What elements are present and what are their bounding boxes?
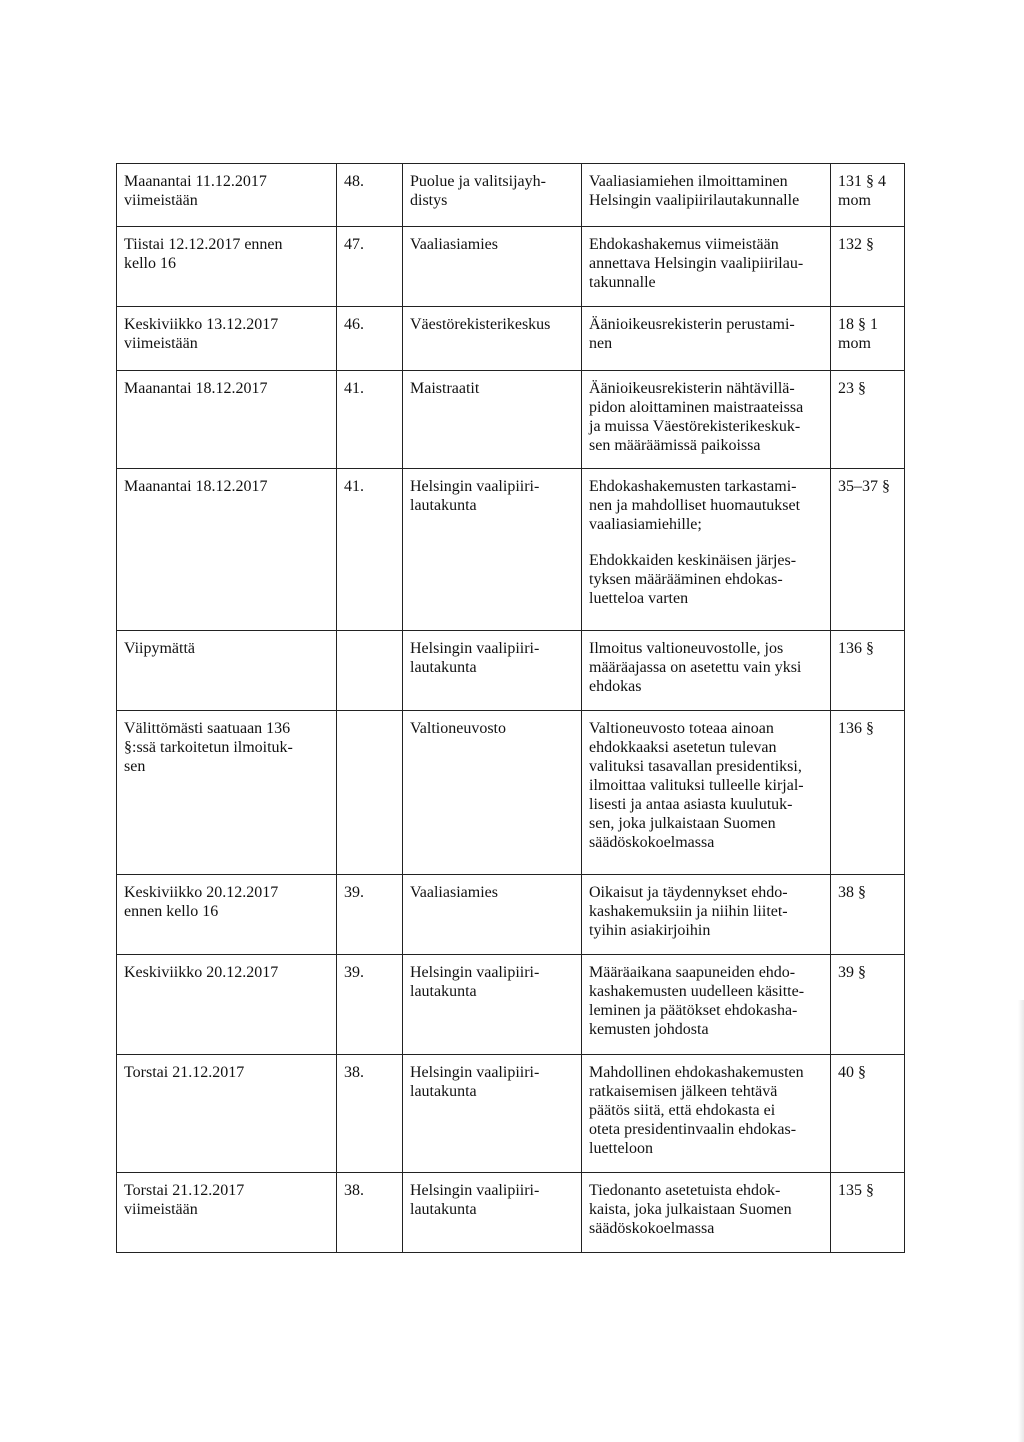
date-cell: Viipymättä: [117, 631, 337, 711]
actor-cell: Helsingin vaalipiiri- lautakunta: [403, 1055, 582, 1173]
table-row: [117, 955, 905, 1055]
task-cell: Valtioneuvosto toteaa ainoan ehdokkaaksi asetetun tulevan valituksi tasavallan presidentiksi, ilmoittaa valituksi tulleelle kirjal- lisesti ja antaa asiasta kuulutuk- sen, joka julkaistaan Suomen säädöskokoelmassa: [582, 711, 831, 875]
days-before-cell: 38.: [337, 1055, 403, 1173]
actor-cell: Puolue ja valitsijayh- distys: [403, 164, 582, 227]
date-cell: Keskiviikko 13.12.2017 viimeistään: [117, 307, 337, 371]
actor-cell: Helsingin vaalipiiri- lautakunta: [403, 955, 582, 1055]
law-section-cell: 136 §: [831, 631, 905, 711]
table-row: [117, 307, 905, 371]
law-section-cell: 39 §: [831, 955, 905, 1055]
date-cell: Maanantai 11.12.2017 viimeistään: [117, 164, 337, 227]
days-before-cell: [337, 711, 403, 875]
date-cell: Keskiviikko 20.12.2017 ennen kello 16: [117, 875, 337, 955]
date-cell: Tiistai 12.12.2017 ennen kello 16: [117, 227, 337, 307]
law-section-cell: 136 §: [831, 711, 905, 875]
days-before-cell: 47.: [337, 227, 403, 307]
actor-cell: Väestörekisterikeskus: [403, 307, 582, 371]
actor-cell-empty: [403, 551, 582, 631]
task-cell: Vaaliasiamiehen ilmoittaminen Helsingin vaalipiirilautakunnalle: [582, 164, 831, 227]
days-before-cell: 41.: [337, 371, 403, 469]
days-before-cell: 41.: [337, 469, 403, 551]
table-row: [117, 469, 905, 551]
actor-cell: Vaaliasiamies: [403, 227, 582, 307]
date-cell: Maanantai 18.12.2017: [117, 371, 337, 469]
actor-cell: Helsingin vaalipiiri- lautakunta: [403, 631, 582, 711]
task-cell: Tiedonanto asetetuista ehdok- kaista, joka julkaistaan Suomen säädöskokoelmassa: [582, 1173, 831, 1253]
table-row: [117, 875, 905, 955]
election-schedule-table: [116, 163, 905, 1253]
actor-cell: Vaaliasiamies: [403, 875, 582, 955]
task-cell: Äänioikeusrekisterin nähtävillä- pidon aloittaminen maistraateissa ja muissa Väestörekisterikeskuk- sen määräämissä paikoissa: [582, 371, 831, 469]
law-section-cell: 132 §: [831, 227, 905, 307]
table-row: [117, 227, 905, 307]
days-before-cell: 38.: [337, 1173, 403, 1253]
days-before-cell: 39.: [337, 955, 403, 1055]
date-cell: Maanantai 18.12.2017: [117, 469, 337, 551]
task-cell: Ehdokashakemus viimeistään annettava Helsingin vaalipiirilau- takunnalle: [582, 227, 831, 307]
law-section-cell: 23 §: [831, 371, 905, 469]
law-section-cell-empty: [831, 551, 905, 631]
date-cell: Torstai 21.12.2017 viimeistään: [117, 1173, 337, 1253]
scan-edge-shadow: [1018, 1000, 1024, 1442]
table-row: [117, 1173, 905, 1253]
task-cell: Ilmoitus valtioneuvostolle, jos määräajassa on asetettu vain yksi ehdokas: [582, 631, 831, 711]
date-cell-empty: [117, 551, 337, 631]
date-cell: Torstai 21.12.2017: [117, 1055, 337, 1173]
table-row-continuation: [117, 551, 905, 631]
law-section-cell: 18 § 1 mom: [831, 307, 905, 371]
actor-cell: Maistraatit: [403, 371, 582, 469]
days-before-cell: 46.: [337, 307, 403, 371]
law-section-cell: 38 §: [831, 875, 905, 955]
date-cell: Välittömästi saatuaan 136 §:ssä tarkoitetun ilmoituk- sen: [117, 711, 337, 875]
table-row: [117, 631, 905, 711]
task-cell: Mahdollinen ehdokashakemusten ratkaisemisen jälkeen tehtävä päätös siitä, että ehdokasta ei oteta presidentinvaalin ehdokas- luetteloon: [582, 1055, 831, 1173]
actor-cell: Helsingin vaalipiiri- lautakunta: [403, 469, 582, 551]
task-cell: Ehdokashakemusten tarkastami- nen ja mahdolliset huomautukset vaaliasiamiehille;: [582, 469, 831, 551]
law-section-cell: 40 §: [831, 1055, 905, 1173]
actor-cell: Helsingin vaalipiiri- lautakunta: [403, 1173, 582, 1253]
actor-cell: Valtioneuvosto: [403, 711, 582, 875]
law-section-cell: 35–37 §: [831, 469, 905, 551]
days-before-cell: 48.: [337, 164, 403, 227]
table-row: [117, 711, 905, 875]
days-before-cell: 39.: [337, 875, 403, 955]
table-row: [117, 371, 905, 469]
law-section-cell: 135 §: [831, 1173, 905, 1253]
law-section-cell: 131 § 4 mom: [831, 164, 905, 227]
task-cell: Oikaisut ja täydennykset ehdo- kashakemuksiin ja niihin liitet- tyihin asiakirjoihin: [582, 875, 831, 955]
task-cell: Ehdokkaiden keskinäisen järjes- tyksen määrääminen ehdokas- luetteloa varten: [582, 551, 831, 631]
table-row: [117, 164, 905, 227]
task-cell: Äänioikeusrekisterin perustami- nen: [582, 307, 831, 371]
date-cell: Keskiviikko 20.12.2017: [117, 955, 337, 1055]
table-row: [117, 1055, 905, 1173]
task-cell: Määräaikana saapuneiden ehdo- kashakemusten uudelleen käsitte- leminen ja päätökset ehdokasha- kemusten johdosta: [582, 955, 831, 1055]
days-before-cell: [337, 631, 403, 711]
days-before-cell-empty: [337, 551, 403, 631]
